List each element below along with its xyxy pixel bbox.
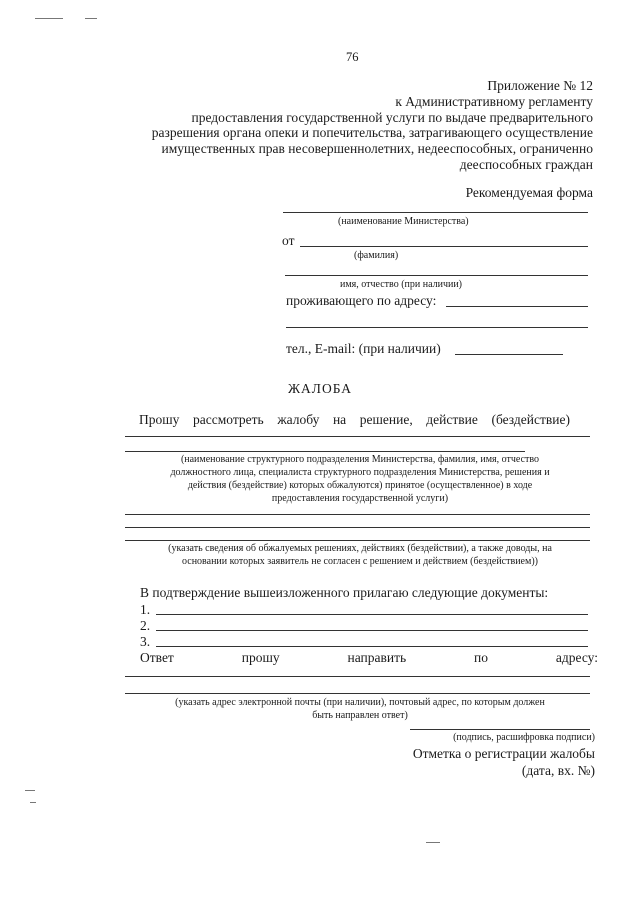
request-word: решение, (359, 412, 413, 427)
subject-line (125, 436, 590, 437)
ministry-line (283, 212, 588, 213)
documents-intro: В подтверждение вышеизложенного прилагаю следующие документы: (140, 585, 549, 600)
doc-item-line (156, 630, 588, 631)
residing-label: проживающего по адресу: (286, 293, 437, 308)
document-title: ЖАЛОБА (287, 381, 353, 396)
surname-caption: (фамилия) (354, 250, 399, 261)
reply-word: по (474, 650, 488, 665)
details-caption: основании которых заявитель не согласен с решением и действием (бездействием)) (182, 556, 538, 567)
regulation-line: предоставления государственной услуги по выдаче предварительного (191, 110, 593, 125)
scan-artifact (25, 790, 35, 791)
reply-word: направить (347, 650, 407, 665)
surname-line (300, 246, 588, 247)
regulation-line: разрешения органа опеки и попечительства, затрагивающего осуществление (151, 125, 593, 140)
scan-artifact (35, 18, 63, 19)
reply-word: прошу (241, 650, 280, 665)
request-word: действие (426, 412, 478, 427)
recommended-form-label: Рекомендуемая форма (465, 185, 593, 200)
doc-item-number: 3. (140, 634, 151, 649)
subject-caption: предоставления государственной услуги) (271, 493, 449, 504)
signature-caption: (подпись, расшифровка подписи) (453, 732, 595, 743)
details-line (125, 527, 590, 528)
scan-artifact (426, 842, 440, 843)
subject-caption: действия (бездействие) которых обжалуются) принятое (осуществленное) в ходе (187, 480, 533, 491)
regulation-line: дееспособных граждан (459, 157, 593, 172)
regulation-line: к Административному регламенту (395, 94, 593, 109)
request-word: жалобу (277, 412, 320, 427)
reply-word: Ответ (140, 650, 174, 665)
reply-address-line (125, 693, 590, 694)
appendix-number: Приложение № 12 (487, 78, 593, 93)
reply-word: адресу: (555, 650, 598, 665)
reply-address-line (125, 676, 590, 677)
subject-line-2 (125, 451, 525, 452)
reply-caption: (указать адрес электронной почты (при наличии), почтовый адрес, по которым должен (175, 697, 545, 708)
scan-artifact (30, 802, 36, 803)
signature-line (410, 729, 590, 730)
doc-item-number: 1. (140, 602, 151, 617)
name-caption: имя, отчество (при наличии) (340, 279, 463, 290)
request-word: Прошу (139, 412, 180, 427)
registration-date: (дата, вх. №) (521, 763, 595, 778)
name-line (285, 275, 588, 276)
request-word: рассмотреть (193, 412, 264, 427)
regulation-line: имущественных прав несовершеннолетних, недееспособных, ограниченно (161, 141, 593, 156)
page-number: 76 (346, 50, 359, 64)
doc-item-number: 2. (140, 618, 151, 633)
from-label: от (282, 233, 295, 248)
request-word: (бездействие) (491, 412, 570, 427)
request-word: на (332, 412, 347, 427)
reply-caption: быть направлен ответ) (312, 710, 408, 721)
subject-caption: (наименование структурного подразделения Министерства, фамилия, имя, отчество (180, 454, 540, 465)
address-line (446, 306, 588, 307)
address-line-2 (286, 327, 588, 328)
registration-mark: Отметка о регистрации жалобы (412, 746, 595, 761)
subject-caption: должностного лица, специалиста структурного подразделения Министерства, решения и (170, 467, 550, 478)
contact-line (455, 354, 563, 355)
reply-line (140, 650, 598, 666)
doc-item-line (156, 614, 588, 615)
contact-label: тел., E-mail: (при наличии) (286, 341, 441, 356)
doc-item-line (156, 646, 588, 647)
ministry-caption: (наименование Министерства) (338, 216, 469, 227)
request-line (139, 412, 570, 428)
details-caption: (указать сведения об обжалуемых решениях, действиях (бездействии), а также доводы, на (168, 543, 552, 554)
details-line (125, 540, 590, 541)
scan-artifact (85, 18, 97, 19)
details-line (125, 514, 590, 515)
